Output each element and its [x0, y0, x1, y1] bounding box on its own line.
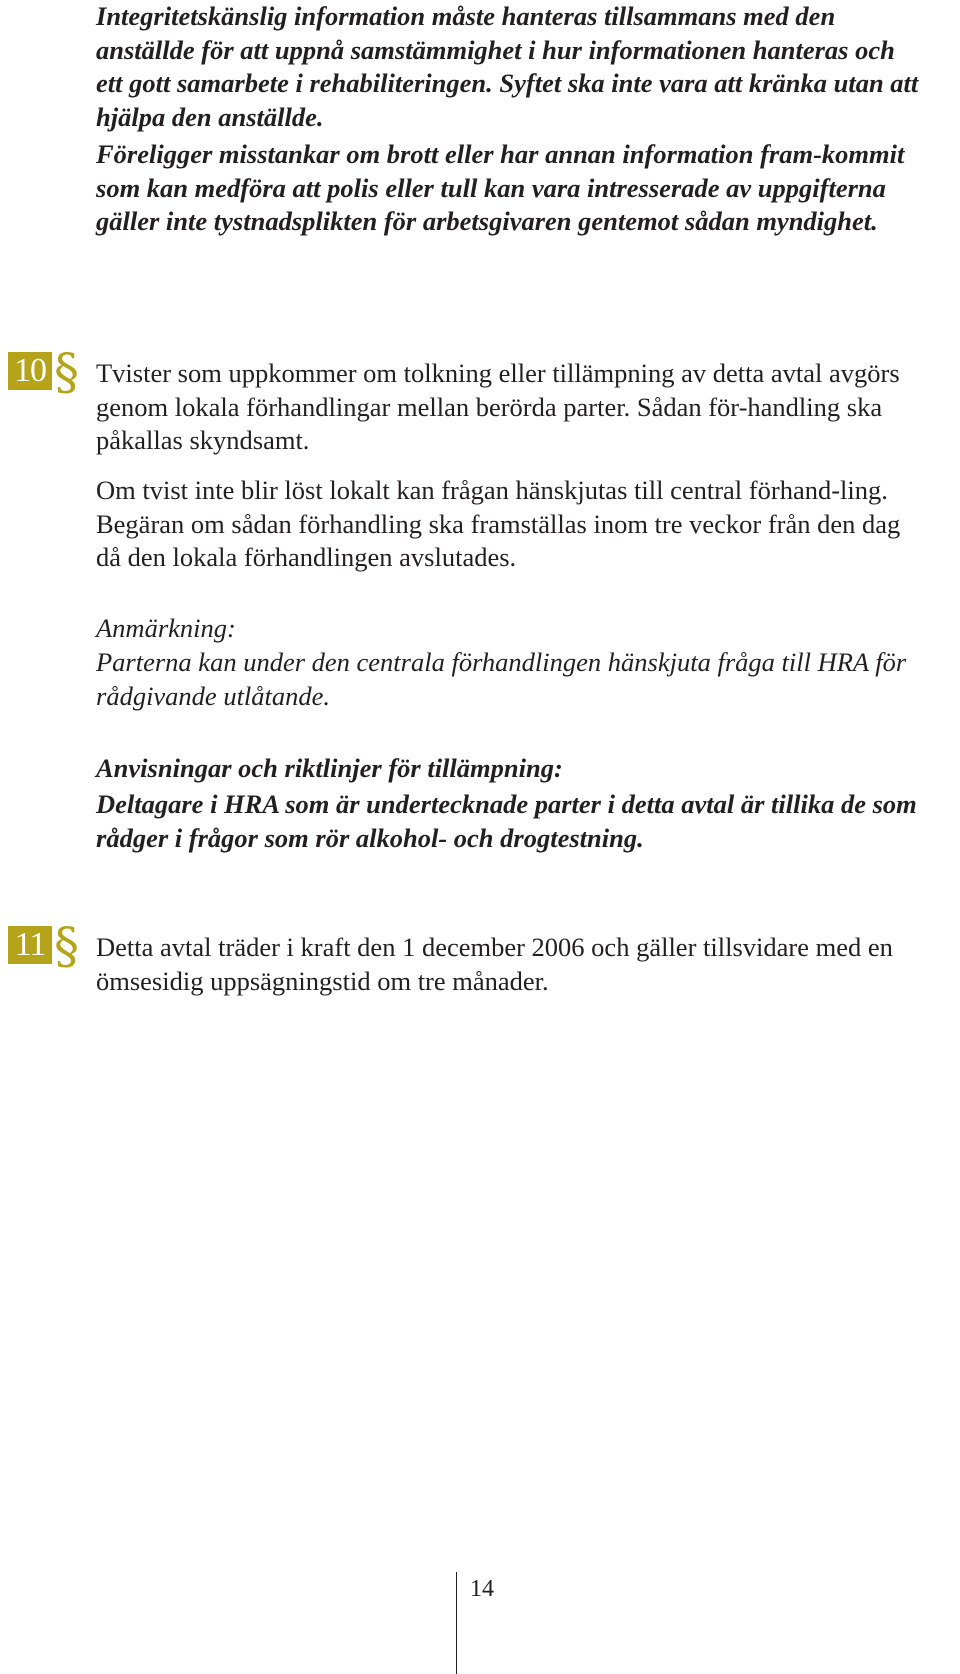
section-11-number-badge: 11 — [8, 926, 52, 964]
section-10-paragraph-central-negotiation: Om tvist inte blir löst lokalt kan frågan hänskjutas till central förhand-ling. Begäran om sådan förhandling ska framställas inom tre veckor från den dag då den lokala förhandlingen avslutades. — [96, 475, 901, 572]
section-10-paragraph-icon: § — [54, 343, 79, 401]
section-10-number-badge: 10 — [8, 352, 52, 390]
paragraph-integrity-info: Integritetskänslig information måste hanteras tillsammans med den anställde för att uppnå samstämmighet i hur informationen hanteras och ett gott samarbete i rehabiliteringen. Syftet ska inte vara att kränka utan att hjälpa den anställde. — [96, 1, 919, 132]
paragraph-confidentiality-exception: Föreligger misstankar om brott eller har annan information fram-kommit som kan medföra att polis eller tull kan vara intresserade av uppgifterna gäller inte tystnadsplikten för arbetsgivaren gentemot sådan myndighet. — [96, 139, 905, 236]
page-number: 14 — [470, 1576, 494, 1602]
section-11-paragraph-validity: Detta avtal träder i kraft den 1 december 2006 och gäller tillsvidare med en ömsesidig uppsägningstid om tre månader. — [96, 932, 893, 996]
section-10-note-text: Parterna kan under den centrala förhandlingen hänskjuta fråga till HRA för rådgivande utlåtande. — [96, 647, 907, 711]
section-10-note-heading: Anmärkning: — [96, 613, 236, 643]
section-11-paragraph-icon: § — [54, 917, 79, 975]
footer-divider — [456, 1572, 457, 1674]
section-10-paragraph-disputes: Tvister som uppkommer om tolkning eller tillämpning av detta avtal avgörs genom lokala förhandlingar mellan berörda parter. Sådan för-handling ska påkallas skyndsamt. — [96, 358, 900, 455]
section-10-guidance-heading: Anvisningar och riktlinjer för tillämpning: — [96, 753, 563, 783]
section-10-guidance-text: Deltagare i HRA som är undertecknade parter i detta avtal är tillika de som rådger i frågor som rör alkohol- och drogtestning. — [96, 789, 917, 853]
